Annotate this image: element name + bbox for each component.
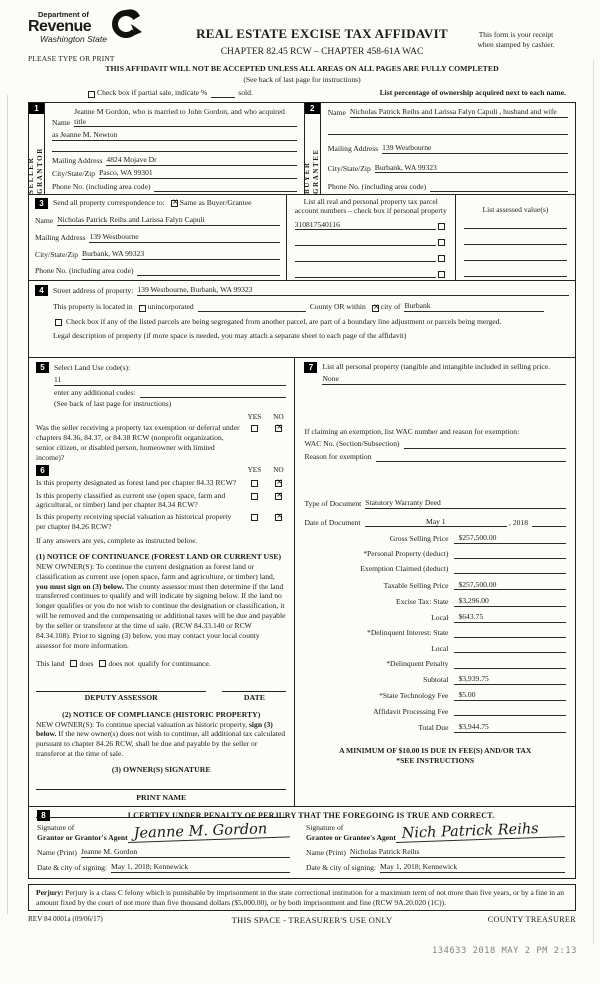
delinquent-penalty-field[interactable] xyxy=(454,659,566,669)
logo-washington-state: Washington State xyxy=(40,34,107,45)
same-as-buyer-checkbox[interactable] xyxy=(171,200,178,207)
fees-table xyxy=(304,533,566,733)
section-1-badge: 1 xyxy=(29,103,44,114)
wac-number-label: WAC No. (Section/Subsection) xyxy=(304,438,400,448)
parcel-number-value[interactable]: 310817540116 xyxy=(295,220,436,231)
parcel-4-personal-checkbox[interactable] xyxy=(438,271,445,278)
compliance-text-2: If the new owner(s) does not wish to continue, all additional tax calculated pursuant to chapter 84.26 RCW, shall be due and payable by the seller or transferor at the time of sale. xyxy=(36,729,286,759)
section-8-badge: 8 xyxy=(37,810,50,821)
grantor-print-label: Name (Print) xyxy=(37,847,77,857)
buyer-name-blank-line[interactable] xyxy=(328,126,568,135)
gross-selling-price-value[interactable]: $257,500.00 xyxy=(454,533,566,544)
assessed-4-field[interactable] xyxy=(464,268,567,277)
document-type-value[interactable]: Statutory Warranty Deed xyxy=(365,498,566,509)
section-2-badge: 2 xyxy=(305,103,320,114)
seller-mailing-value[interactable]: 4824 Mojave Dr xyxy=(106,155,296,166)
exemption-reason-label: Reason for exemption xyxy=(304,451,372,461)
seller-grantor-side-label: SELLER GRANTOR xyxy=(27,146,45,194)
historic-property-question: Is this property receiving special valuation as historical property per chapter 84.26 RCW? xyxy=(36,512,232,532)
grantor-signature[interactable]: Jeanne M. Gordon xyxy=(127,821,290,842)
exemption-claim-note: If claiming an exemption, list WAC number and reason for exemption: xyxy=(304,427,520,437)
perjury-text: Perjury is a class C felony which is punishable by imprisonment in the state correctional institution for a maximum term of not more than five years, or by a fine in an amount fixed by the court of not more than five thousand dollars ($5,000.00), or by both imprisonment and fine (RCW 9A.20.020 (1C)). xyxy=(36,887,564,907)
fee-label: Total Due xyxy=(418,722,449,732)
compliance-title: (2) NOTICE OF COMPLIANCE (HISTORIC PROPERTY) xyxy=(62,709,261,719)
continuance-title: (1) NOTICE OF CONTINUANCE (FOREST LAND OR CURRENT USE) xyxy=(36,551,282,561)
land-use-column xyxy=(29,358,295,806)
section-4-badge: 4 xyxy=(35,285,48,296)
certification-section xyxy=(28,807,576,879)
section-7-badge: 7 xyxy=(304,362,317,373)
dor-swirl-icon xyxy=(109,8,143,40)
buyer-mailing-value[interactable]: 139 Westbourne xyxy=(382,143,568,154)
delinquent-interest-state-field[interactable] xyxy=(454,629,566,639)
see-instructions-note: *SEE INSTRUCTIONS xyxy=(396,756,475,766)
continuance-bold-text: you must sign on (3) below. xyxy=(36,581,124,591)
perjury-notice xyxy=(28,884,576,912)
tax-column xyxy=(295,358,575,806)
fee-label: Excise Tax: State xyxy=(395,596,449,606)
property-address-section xyxy=(28,281,576,359)
grantee-print-label: Name (Print) xyxy=(306,847,346,857)
seller-mailing-label: Mailing Address xyxy=(52,155,103,165)
grantor-signature-label-2: Grantor or Grantor's Agent xyxy=(37,832,128,842)
compliance-text-1: NEW OWNER(S): To continue special valuation as historic property, xyxy=(36,719,248,729)
parcel-2-personal-checkbox[interactable] xyxy=(438,239,445,246)
state-technology-fee-value[interactable]: $5.00 xyxy=(454,690,566,701)
fee-label: *State Technology Fee xyxy=(379,691,449,701)
does-qualify-checkbox[interactable] xyxy=(70,660,77,667)
form-header xyxy=(28,10,576,64)
continuance-text-1: NEW OWNER(S): To continue the current designation as forest land or classification as current use (open space, farm and agriculture, or timber) land, xyxy=(36,561,275,581)
seller-city-value[interactable]: Pasco, WA 99301 xyxy=(99,168,297,179)
section-6-badge: 6 xyxy=(36,465,49,476)
ownership-note: List percentage of ownership acquired next to each name. xyxy=(379,87,566,97)
qualify-label: qualify for continuance. xyxy=(137,658,211,668)
land-use-code-value[interactable]: 11 xyxy=(54,375,286,386)
assessed-values-header: List assessed value(s) xyxy=(482,204,549,214)
unincorporated-checkbox[interactable] xyxy=(139,305,146,312)
parcel-4-field[interactable] xyxy=(295,269,436,278)
tax-exemption-yes-checkbox[interactable] xyxy=(251,425,258,432)
grantor-print-value[interactable]: Jeanne M. Gordon xyxy=(81,847,290,858)
assessed-3-field[interactable] xyxy=(464,252,567,261)
fee-label: Local xyxy=(431,613,449,623)
document-date-label: Date of Document xyxy=(304,517,361,527)
fee-label: Taxable Selling Price xyxy=(383,580,449,590)
forest-land-question: Is this property designated as forest land per chapter 84.33 RCW? xyxy=(36,477,237,487)
same-as-buyer-label: Same as Buyer/Grantee xyxy=(179,198,252,208)
historic-no-checkbox[interactable] xyxy=(275,514,282,521)
this-land-label: This land xyxy=(36,658,65,668)
segregated-checkbox[interactable] xyxy=(55,319,62,326)
minimum-fee-note: A MINIMUM OF $10.00 IS DUE IN FEE(S) AND/OR TAX xyxy=(339,745,532,755)
city-of-label: city of xyxy=(380,301,401,311)
answers-yes-note: If any answers are yes, complete as instructed below. xyxy=(36,536,198,546)
seller-grantor-box xyxy=(29,103,305,194)
receipt-note xyxy=(456,10,576,64)
tax-exemption-question: Was the seller receiving a property tax exemption or deferral under chapters 84.36, 84.37, or 84.38 RCW (nonprofit organization, senior citizen, or disabled person, homeowner with limited income)? xyxy=(36,423,240,462)
forest-yes-checkbox[interactable] xyxy=(251,480,258,487)
dor-logo xyxy=(28,10,188,45)
see-back-instructions: (See back of last page for instructions) xyxy=(54,398,172,408)
exemption-claimed-deduct-field[interactable] xyxy=(454,565,566,575)
fee-label: Affidavit Processing Fee xyxy=(373,706,449,716)
buyer-name-label: Name xyxy=(327,107,346,117)
grantee-date-label: Date & city of signing: xyxy=(306,863,377,873)
personal-property-deduct-field[interactable] xyxy=(454,549,566,559)
assessed-1-field[interactable] xyxy=(464,220,567,229)
grantee-signature[interactable]: Nich Patrick Reihs xyxy=(395,821,565,842)
owners-signature-field[interactable] xyxy=(36,789,286,790)
grantee-date-value[interactable]: May 1, 2018; Kennewick xyxy=(380,862,565,873)
grantee-print-value[interactable]: Nicholas Patrick Reihs xyxy=(350,847,565,858)
grantee-signature-label-1: Signature of xyxy=(306,823,344,833)
current-use-yes-checkbox[interactable] xyxy=(251,493,258,500)
continuance-paragraph xyxy=(36,562,286,651)
parcel-numbers-header: List all real and personal property tax parcel account numbers – check box if personal property xyxy=(294,196,447,216)
affidavit-processing-fee-field[interactable] xyxy=(454,707,566,717)
does-not-qualify-checkbox[interactable] xyxy=(99,660,106,667)
chapter-line: CHAPTER 82.45 RCW – CHAPTER 458-61A WAC xyxy=(220,46,424,57)
personal-property-value[interactable]: None xyxy=(322,374,566,385)
yes-header-2: YES xyxy=(247,465,262,475)
certify-statement: I CERTIFY UNDER PENALTY OF PERJURY THAT THE FOREGOING IS TRUE AND CORRECT. xyxy=(127,810,495,820)
no-header: NO xyxy=(273,411,284,421)
form-revision-number: REV 84 0001a (09/06/17) xyxy=(28,915,103,924)
tax-exemption-no-checkbox[interactable] xyxy=(275,425,282,432)
personal-property-title: List all personal property (tangible and intangible included in selling price. xyxy=(322,362,550,372)
excise-tax-state-value[interactable]: $3,296.00 xyxy=(454,596,566,607)
seller-city-label: City/State/Zip xyxy=(52,169,96,179)
current-use-question: Is this property classified as current use (open space, farm and agricultural, or timber) land per chapter 84.34 RCW? xyxy=(36,490,226,510)
segregated-label: Check box if any of the listed parcels are being segregated from another parcel, are part of a boundary line adjustment or parcels being merged. xyxy=(66,316,502,326)
grantor-date-label: Date & city of signing: xyxy=(37,863,108,873)
corr-phone-label: Phone No. (including area code) xyxy=(35,265,134,275)
grantor-signature-label-1: Signature of xyxy=(37,823,75,833)
does-not-label: does not xyxy=(108,658,134,668)
excise-tax-local-value[interactable]: $643.75 xyxy=(454,612,566,623)
document-date-year: , 2018 xyxy=(509,517,528,527)
no-header-2: NO xyxy=(273,465,284,475)
current-use-no-checkbox[interactable] xyxy=(275,493,282,500)
yes-header: YES xyxy=(247,411,262,421)
buyer-grantee-box xyxy=(305,103,575,194)
logo-dept-of: Department of xyxy=(38,10,89,19)
buyer-city-value[interactable]: Burbank, WA 99323 xyxy=(375,163,568,174)
corr-city-label: City/State/Zip xyxy=(35,249,79,259)
seller-phone-field[interactable] xyxy=(154,183,296,192)
county-treasurer-label: COUNTY TREASURER xyxy=(487,915,576,925)
correspondence-label: Send all property correspondence to: xyxy=(53,198,165,208)
city-of-value[interactable]: Burbank xyxy=(404,301,544,312)
does-label: does xyxy=(79,658,94,668)
subtotal-value[interactable]: $3,939.75 xyxy=(454,674,566,685)
deputy-assessor-signature-field[interactable] xyxy=(36,683,206,691)
exemption-reason-field[interactable] xyxy=(376,453,567,462)
fee-label: Subtotal xyxy=(423,675,449,685)
seller-name-label: Name xyxy=(52,117,71,127)
county-or-within-label: County OR within xyxy=(309,301,366,311)
please-type-label: PLEASE TYPE OR PRINT xyxy=(28,54,115,64)
grantee-signature-label-2: Grantee or Grantee's Agent xyxy=(306,832,396,842)
delinquent-interest-local-field[interactable] xyxy=(454,644,566,654)
fee-label: Gross Selling Price xyxy=(389,533,449,543)
document-date-value[interactable]: May 1 xyxy=(365,517,507,528)
partial-sale-checkbox[interactable] xyxy=(88,91,95,98)
buyer-phone-label: Phone No. (including area code) xyxy=(327,181,427,191)
street-address-value[interactable]: 139 Westbourne, Burbank, WA 99323 xyxy=(137,285,569,296)
corr-mailing-label: Mailing Address xyxy=(35,232,86,242)
deputy-date-label: DATE xyxy=(222,691,286,703)
corr-city-value[interactable]: Burbank, WA 99323 xyxy=(82,249,280,260)
buyer-phone-field[interactable] xyxy=(430,183,568,192)
fee-label: *Delinquent Interest: State xyxy=(367,628,449,638)
corr-name-label: Name xyxy=(35,215,54,225)
section-3-badge: 3 xyxy=(35,198,48,209)
buyer-city-label: City/State/Zip xyxy=(327,163,371,173)
cashier-receipt-stamp: 134633 2018 MAY 2 PM 2:13 xyxy=(432,946,577,956)
assessed-2-field[interactable] xyxy=(464,236,567,245)
buyer-mailing-label: Mailing Address xyxy=(327,144,379,154)
additional-codes-field[interactable] xyxy=(140,389,287,398)
fee-label: *Delinquent Penalty xyxy=(386,658,449,668)
receipt-note-line1: This form is your receipt xyxy=(478,30,554,39)
parcel-3-personal-checkbox[interactable] xyxy=(438,255,445,262)
compliance-bold-text: sign (3) below. xyxy=(36,719,273,739)
compliance-paragraph xyxy=(36,720,286,759)
partial-sale-percent-field[interactable] xyxy=(211,89,235,98)
taxable-selling-price-value[interactable]: $257,500.00 xyxy=(454,580,566,591)
see-back-note: (See back of last page for instructions) xyxy=(243,74,361,84)
seller-name-value[interactable]: Jeanne M Gordon, who is married to John Gordon, and who acquired title xyxy=(74,107,297,128)
located-in-label: This property is located in xyxy=(53,301,133,311)
fee-label: Exemption Claimed (deduct) xyxy=(360,564,449,574)
document-type-label: Type of Document xyxy=(304,498,362,508)
parcel-1-personal-checkbox[interactable] xyxy=(438,223,445,230)
county-field[interactable] xyxy=(198,303,306,312)
partial-sale-label: Check box if partial sale, indicate % xyxy=(97,87,208,97)
seller-name-value-cont[interactable]: as Jeanne M. Newton xyxy=(52,130,297,141)
buyer-grantee-side-label: BUYER GRANTEE xyxy=(303,147,321,194)
wac-number-field[interactable] xyxy=(404,440,566,449)
perjury-label: Perjury: xyxy=(36,887,64,897)
fee-label: *Personal Property (deduct) xyxy=(363,549,449,559)
logo-revenue: Revenue xyxy=(28,17,92,35)
unincorporated-label: unincorporated xyxy=(147,301,194,311)
parcel-2-field[interactable] xyxy=(295,237,436,246)
grantor-date-value[interactable]: May 1, 2018; Kennewick xyxy=(111,862,290,873)
treasurer-space-label: THIS SPACE - TREASURER'S USE ONLY xyxy=(231,915,393,926)
additional-codes-label: enter any additional codes: xyxy=(54,388,136,398)
receipt-note-line2: when stamped by cashier. xyxy=(477,40,555,50)
forest-no-checkbox[interactable] xyxy=(275,480,282,487)
deputy-assessor-label: DEPUTY ASSESSOR xyxy=(36,691,206,703)
corr-name-value[interactable]: Nicholas Patrick Reihs and Larissa Falyn Capuli xyxy=(57,215,279,226)
land-use-title: Select Land Use code(s): xyxy=(54,362,131,372)
print-name-label: PRINT NAME xyxy=(136,793,187,803)
parcel-3-field[interactable] xyxy=(295,253,436,262)
legal-description-label: Legal description of property (if more space is needed, you may attach a separate sheet to each page of the affidavit) xyxy=(53,331,407,341)
fee-label: Local xyxy=(431,643,449,653)
document-date-extra-field[interactable] xyxy=(532,518,566,527)
city-checkbox[interactable] xyxy=(372,305,379,312)
partial-sale-suffix: sold. xyxy=(238,87,253,97)
continuance-text-2: The county assessor must then determine if the land transferred continues to qualify and will indicate by signing below. If the land no longer qualifies or you do not wish to continue the designation or classification, it will be removed and the compensating or additional taxes will be due and payable by the seller or transferor at the time of sale. (RCW 84.33.140 or RCW 84.34.108). Prior to signing (3) below, you may contact your local county assessor for more information. xyxy=(36,581,286,650)
form-title: REAL ESTATE EXCISE TAX AFFIDAVIT xyxy=(196,26,448,41)
buyer-name-value[interactable]: Nicholas Patrick Reihs and Larissa Falyn Capuli , husband and wife xyxy=(350,107,568,118)
seller-phone-label: Phone No. (including area code) xyxy=(52,181,151,191)
correspondence-section xyxy=(28,195,576,281)
street-address-label: Street address of property: xyxy=(53,285,134,295)
historic-yes-checkbox[interactable] xyxy=(251,514,258,521)
owners-signature-label: (3) OWNER(S) SIGNATURE xyxy=(111,765,211,775)
section-5-badge: 5 xyxy=(36,362,49,373)
corr-phone-field[interactable] xyxy=(137,267,279,276)
corr-mailing-value[interactable]: 139 Westbourne xyxy=(89,232,279,243)
acceptance-warning: THIS AFFIDAVIT WILL NOT BE ACCEPTED UNLESS ALL AREAS ON ALL PAGES ARE FULLY COMPLETED xyxy=(105,63,499,73)
partial-sale-row xyxy=(86,88,257,98)
total-due-value[interactable]: $3,944.75 xyxy=(454,722,566,733)
seller-name-blank-line[interactable] xyxy=(52,143,297,152)
deputy-date-field[interactable] xyxy=(222,683,286,691)
